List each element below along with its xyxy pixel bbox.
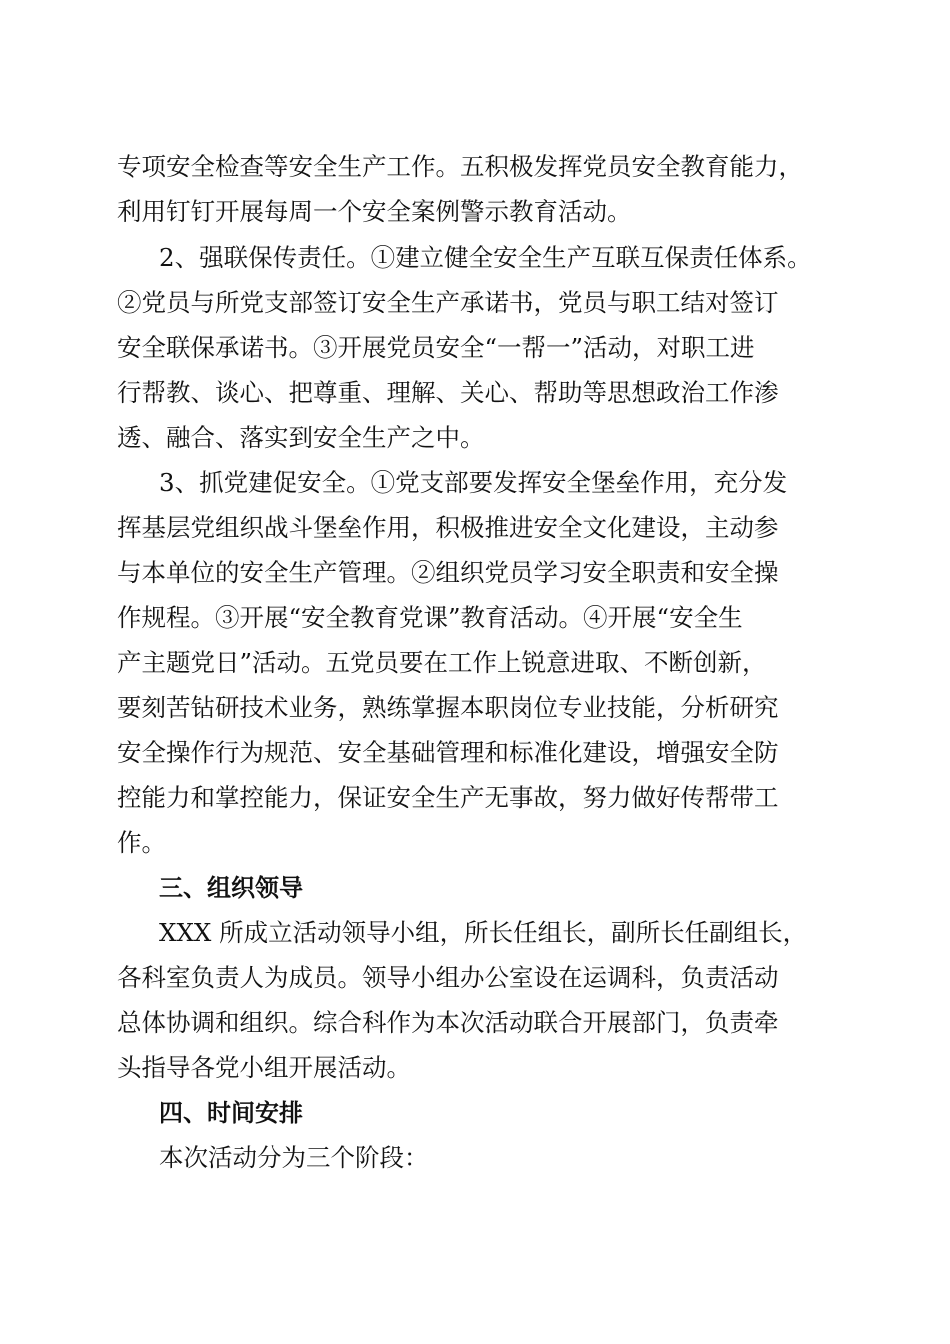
text-line: 安全联保承诺书。③开展党员安全“一帮一”活动，对职工进: [117, 333, 755, 362]
text-line: ②党员与所党支部签订安全生产承诺书，党员与职工结对签订: [117, 288, 779, 317]
paragraph-organization-start: XXX 所成立活动领导小组，所长任组长，副所长任副组长，: [159, 918, 808, 947]
text-line: 要刻苦钻研技术业务，熟练掌握本职岗位专业技能，分析研究: [117, 693, 779, 722]
text-line: 各科室负责人为成员。领导小组办公室设在运调科，负责活动: [117, 963, 779, 992]
text-line: 与本单位的安全生产管理。②组织党员学习安全职责和安全操: [117, 558, 779, 587]
text-line: 总体协调和组织。综合科作为本次活动联合开展部门，负责牵: [117, 1008, 779, 1037]
text-line: 挥基层党组织战斗堡垒作用，积极推进安全文化建设，主动参: [117, 513, 779, 542]
paragraph-3-start: 3、抓党建促安全。①党支部要发挥安全堡垒作用，充分发: [159, 468, 788, 497]
text-line: 透、融合、落实到安全生产之中。: [117, 423, 485, 452]
text-line: 行帮教、谈心、把尊重、理解、关心、帮助等思想政治工作渗: [117, 378, 779, 407]
paragraph-2-start: 2、强联保传责任。①建立健全安全生产互联互保责任体系。: [159, 243, 812, 272]
text-line: 控能力和掌控能力，保证安全生产无事故，努力做好传帮带工: [117, 783, 779, 812]
text-line: 头指导各党小组开展活动。: [117, 1053, 411, 1082]
text-line: 安全操作行为规范、安全基础管理和标准化建设，增强安全防: [117, 738, 779, 767]
text-line: 专项安全检查等安全生产工作。五积极发挥党员安全教育能力，: [117, 152, 803, 181]
text-line: 产主题党日”活动。五党员要在工作上锐意进取、不断创新，: [117, 648, 767, 677]
text-line: 作。: [117, 828, 166, 857]
text-line: 利用钉钉开展每周一个安全案例警示教育活动。: [117, 197, 632, 226]
text-line: 作规程。③开展“安全教育党课”教育活动。④开展“安全生: [117, 603, 743, 632]
section-heading-organization: 三、组织领导: [159, 874, 303, 902]
section-heading-schedule: 四、时间安排: [159, 1099, 303, 1127]
paragraph-schedule-start: 本次活动分为三个阶段：: [159, 1143, 429, 1172]
